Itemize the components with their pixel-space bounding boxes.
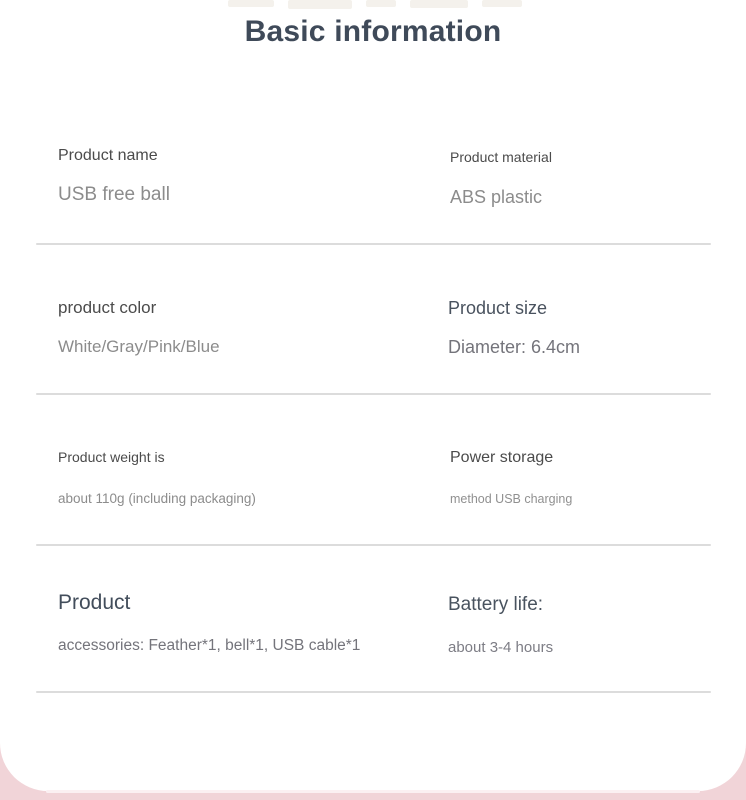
spec-label: Power storage: [450, 449, 554, 466]
divider: [36, 243, 711, 245]
spec-label: Product weight is: [58, 449, 165, 465]
cropped-glyph-fragment: [228, 0, 274, 7]
spec-cell-product-weight: [58, 448, 256, 507]
cropped-glyph-fragment: [482, 0, 522, 7]
spec-label: Product: [58, 591, 131, 614]
spec-cell-product-color: [58, 297, 220, 358]
spec-value: about 3-4 hours: [448, 639, 554, 656]
spec-value: Diameter: 6.4cm: [448, 337, 581, 357]
cropped-glyph-fragment: [288, 0, 352, 9]
spec-label: Product name: [58, 147, 158, 164]
cropped-glyph-fragment: [410, 0, 468, 8]
spec-value: about 110g (including packaging): [58, 491, 256, 506]
divider: [36, 544, 711, 546]
cropped-glyph-fragment: [366, 0, 396, 7]
spec-label: Product size: [448, 298, 548, 318]
spec-value: accessories: Feather*1, bell*1, USB cable*1: [58, 637, 361, 654]
spec-label: product color: [58, 298, 157, 317]
spec-cell-power-storage: [450, 448, 572, 507]
cropped-text-artifact: [228, 0, 534, 10]
divider: [36, 393, 711, 395]
page-title: Basic information: [244, 15, 502, 48]
spec-cell-battery-life: [448, 593, 553, 657]
spec-cell-product-material: [450, 148, 552, 208]
spec-label: Battery life:: [448, 594, 544, 615]
spec-label: Product material: [450, 149, 552, 165]
spec-value: USB free ball: [58, 184, 170, 205]
spec-value: White/Gray/Pink/Blue: [58, 337, 220, 356]
divider: [36, 691, 711, 693]
card-bottom-sheen: [46, 790, 700, 793]
spec-cell-product-accessories: [58, 590, 360, 656]
spec-cell-product-name: [58, 146, 170, 207]
spec-value: ABS plastic: [450, 187, 543, 207]
spec-cell-product-size: [448, 297, 580, 359]
spec-value: method USB charging: [450, 492, 573, 506]
